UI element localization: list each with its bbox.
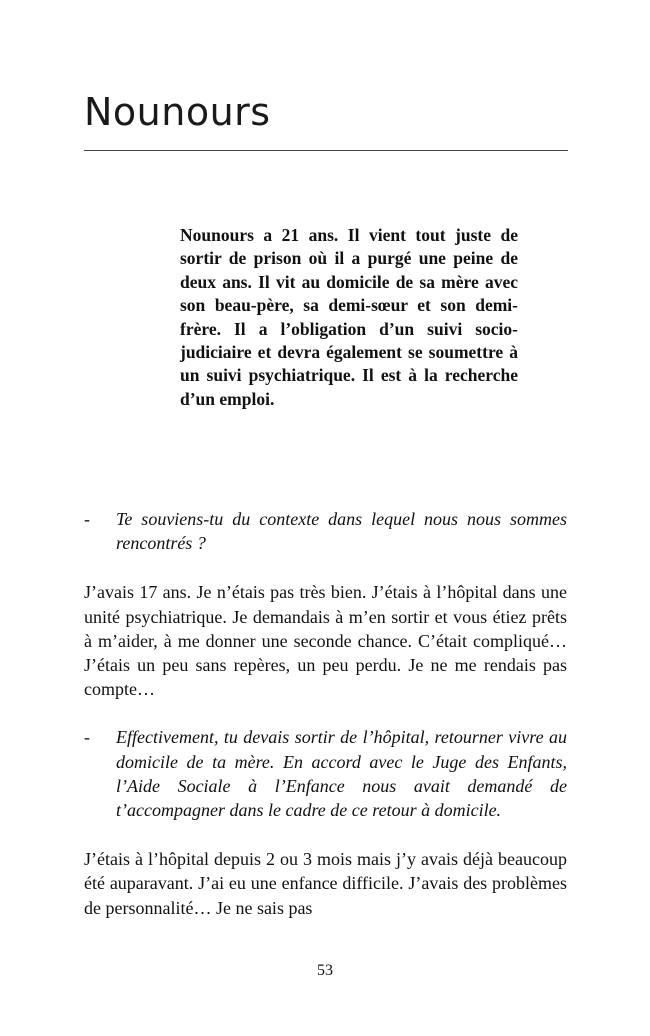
interviewer-question — [84, 725, 567, 822]
interviewee-answer: J’étais à l’hôpital depuis 2 ou 3 mois mais j’y avais déjà beaucoup été auparavant. J’ai eu une enfance difficile. J’avais des problèmes de personnalité… Je ne sais pas — [84, 849, 567, 918]
title-underline-rule — [84, 150, 568, 151]
dialogue-dash: - — [84, 509, 90, 529]
question-text: Te souviens-tu du contexte dans lequel nous nous sommes rencontrés ? — [116, 509, 567, 554]
question-text: Effectivement, tu devais sortir de l’hôpital, retourner vivre au domicile de ta mère. En accord avec le Juge des Enfants, l’Aide Sociale à l’Enfance nous avait demandé de t’accompagner dans le cadre de ce retour à domicile. — [116, 727, 567, 821]
dialogue-dash: - — [84, 727, 90, 748]
interviewee-answer: J’avais 17 ans. Je n’étais pas très bien. J’étais à l’hôpital dans une unité psychiatrique. Je demandais à m’en sortir et vous étiez prêts à m’aider, à me donner une seconde chance. C’était compliqué… J’étais un peu sans repères, un peu perdu. Je ne me rendais pas compte… — [84, 582, 567, 700]
interview-body — [84, 507, 567, 944]
chapter-intro-summary: Nounours a 21 ans. Il vient tout juste de sortir de prison où il a purgé une peine de deux ans. Il vit au domicile de sa mère avec son beau-père, sa demi-sœur et son demi-frère. Il a l’obligation d’un suivi socio-judiciaire et devra également se soumettre à un suivi psychiatrique. Il est à la recherche d’un emploi. — [180, 225, 518, 409]
page-number: 53 — [317, 962, 333, 979]
interviewer-question — [84, 507, 567, 555]
chapter-title: Nounours — [84, 90, 271, 134]
